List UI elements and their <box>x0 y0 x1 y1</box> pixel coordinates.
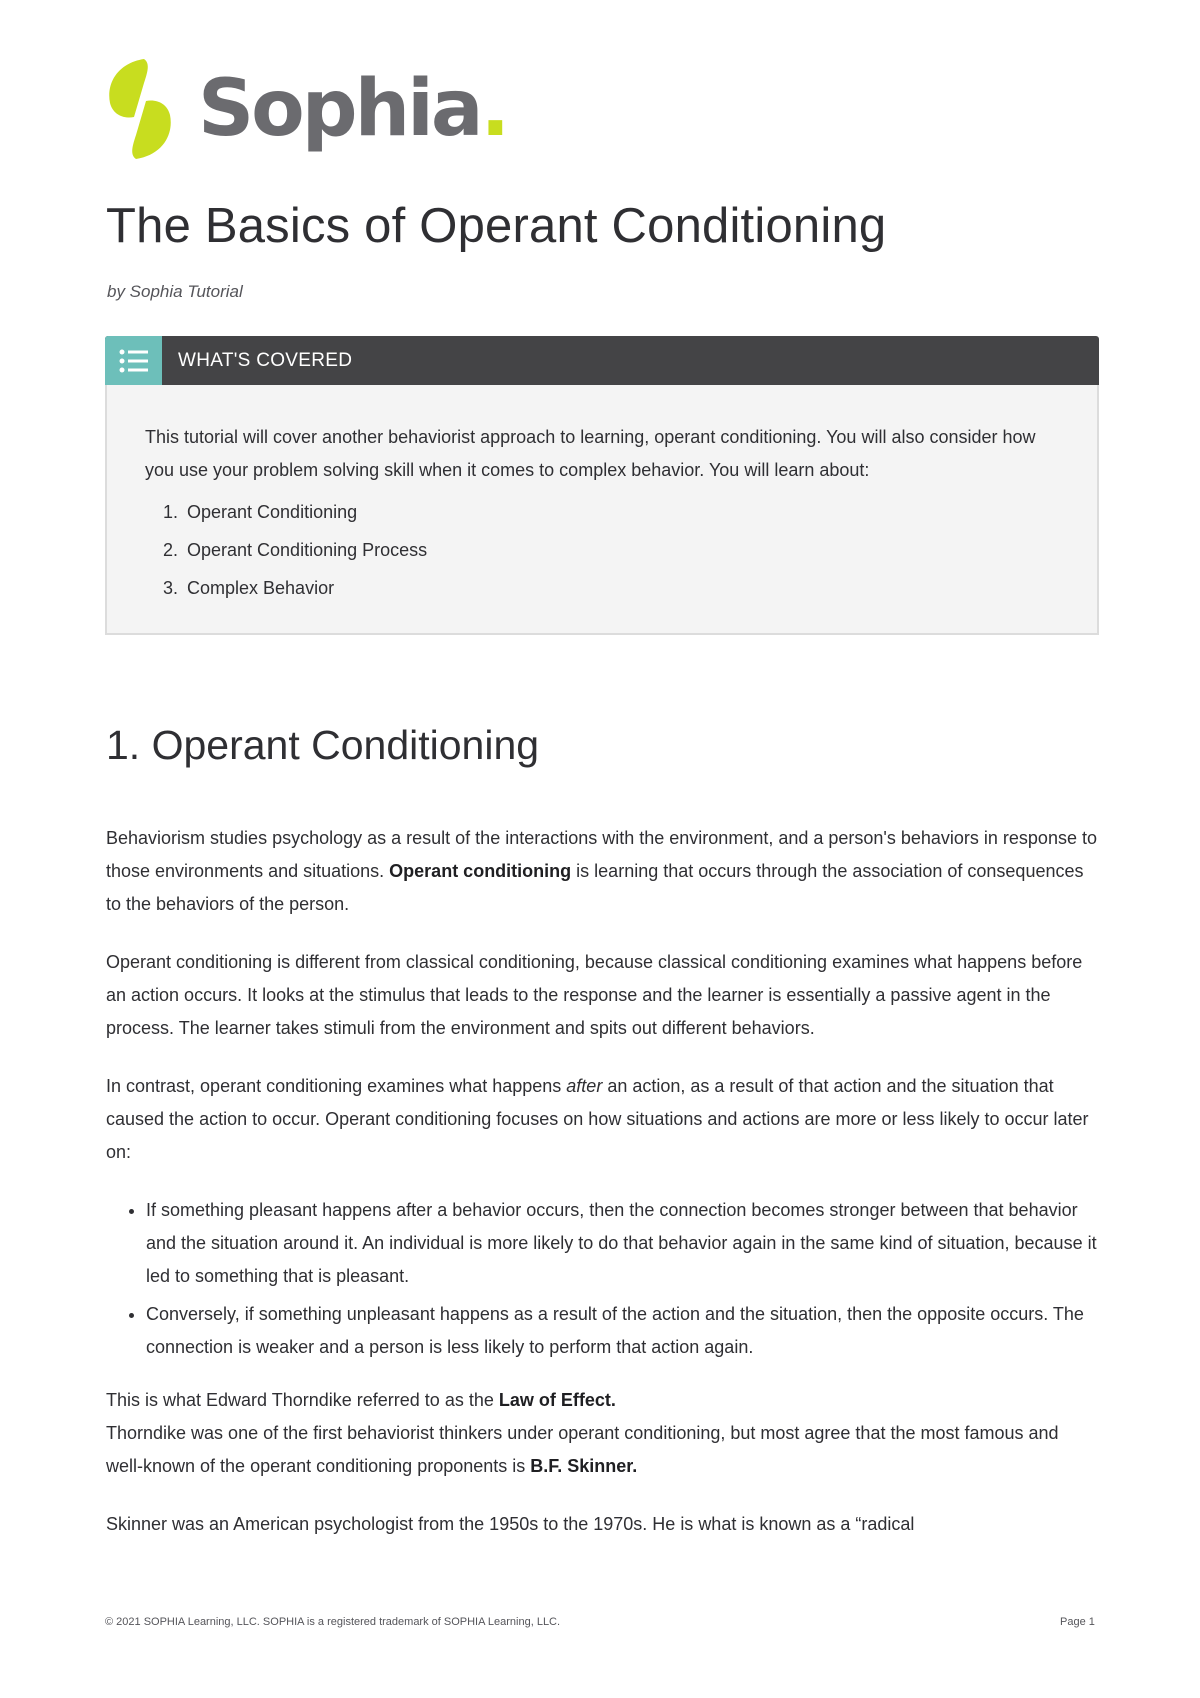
sophia-logo <box>104 54 507 164</box>
term-bf-skinner: B.F. Skinner. <box>530 1456 638 1476</box>
term-operant-conditioning: Operant conditioning <box>389 861 572 881</box>
covered-item: 1. Operant Conditioning <box>183 493 1059 531</box>
list-item: • Conversely, if something unpleasant happens as a result of the action and the situation, then the opposite occurs. The connection is weaker and a person is less likely to perform that action again. <box>146 1298 1100 1364</box>
paragraph: Skinner was an American psychologist from the 1950s to the 1970s. He is what is known as a “radical <box>106 1514 915 1534</box>
page-title: The Basics of Operant Conditioning <box>106 199 887 253</box>
covered-list <box>145 493 1059 607</box>
whats-covered-body <box>105 385 1099 635</box>
section-heading: 1. Operant Conditioning <box>106 722 540 768</box>
paragraph: Operant conditioning is different from classical conditioning, because classical conditioning examines what happens before an action occurs. It looks at the stimulus that leads to the response and the learner is essentially a passive agent in the process. The learner takes stimuli from the environment and spits out different behaviors. <box>106 952 1083 1038</box>
footer-copyright: © 2021 SOPHIA Learning, LLC. SOPHIA is a registered trademark of SOPHIA Learning, LLC. <box>105 1616 561 1628</box>
whats-covered-title: WHAT'S COVERED <box>178 349 353 371</box>
covered-item: 2. Operant Conditioning Process <box>183 531 1059 569</box>
whats-covered-box <box>105 336 1099 635</box>
paragraph: Behaviorism studies psychology as a result of the interactions with the environment, and a person's behaviors in response to those environments and situations. Operant conditioning is learning that occurs through the association of consequences to the behaviors of the person. <box>106 828 1097 914</box>
byline: by Sophia Tutorial <box>107 282 243 301</box>
logo-wordmark: Sophia. <box>198 64 508 154</box>
section-content <box>106 822 1100 1566</box>
bullet-list <box>106 1194 1100 1364</box>
list-item: • If something pleasant happens after a behavior occurs, then the connection becomes stronger between that behavior and the situation around it. An individual is more likely to do that behavior again in the same kind of situation, because it led to something that is pleasant. <box>146 1194 1100 1293</box>
term-law-of-effect: Law of Effect. <box>498 1390 616 1410</box>
list-icon <box>105 336 162 385</box>
paragraph: Thorndike was one of the first behaviorist thinkers under operant conditioning, but most agree that the most famous and well-known of the operant conditioning proponents is B.F. Skinner. <box>106 1423 1059 1476</box>
page-number: Page 1 <box>1060 1616 1095 1628</box>
covered-item: 3. Complex Behavior <box>183 569 1059 607</box>
paragraph: In contrast, operant conditioning examines what happens after an action, as a result of that action and the situation that caused the action to occur. Operant conditioning focuses on how situations and actions are more or less likely to occur later on: <box>106 1076 1089 1162</box>
paragraph: This is what Edward Thorndike referred to as the Law of Effect. <box>106 1390 616 1410</box>
whats-covered-header <box>105 336 1099 385</box>
sophia-s-icon <box>104 57 176 161</box>
covered-intro: This tutorial will cover another behaviorist approach to learning, operant conditioning. You will also consider how you use your problem solving skill when it comes to complex behavior. You will learn about: <box>145 427 1036 480</box>
